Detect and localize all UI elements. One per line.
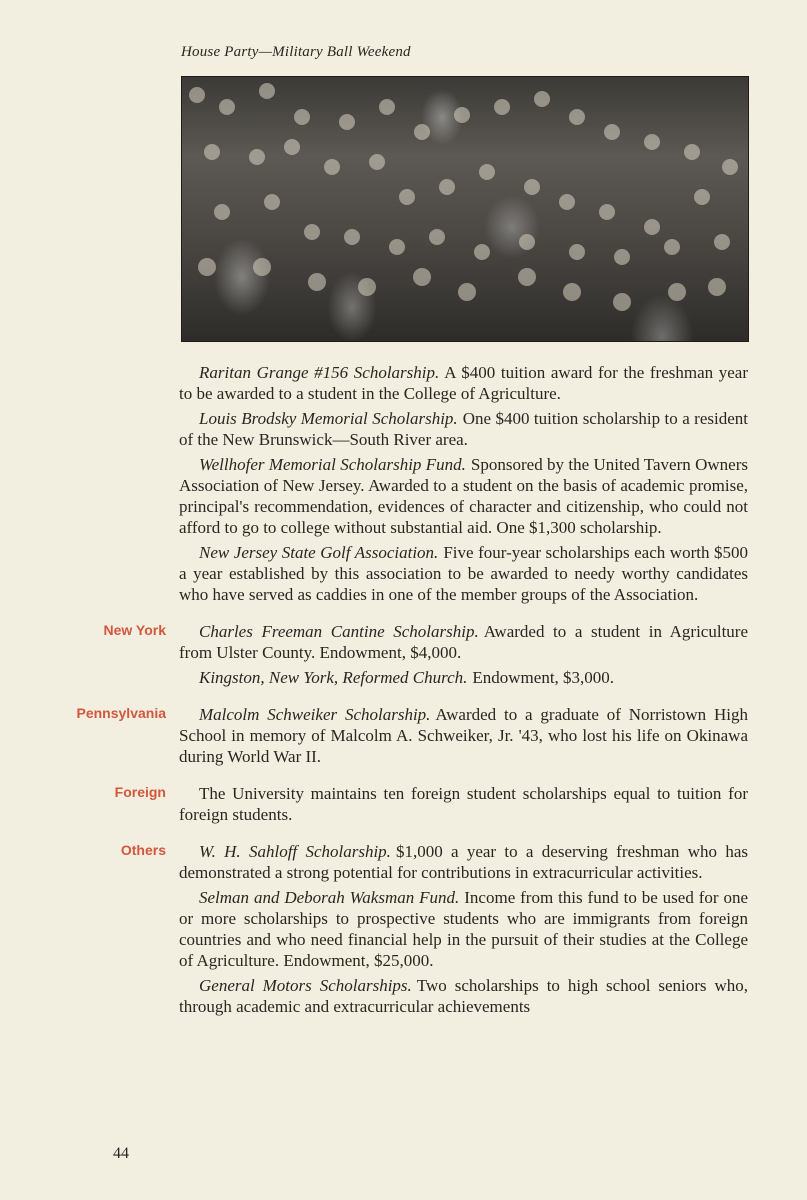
- scholarship-title: General Motors Scholarships.: [199, 976, 412, 995]
- scholarship-text: Awarded to a graduate of Norristown High School in memory of Malcolm A. Schweiker, Jr. '43, who lost his life on Okinawa during World War II.: [179, 705, 749, 766]
- scholarship-text: A $400 tuition award for the freshman year to be awarded to a student in the College of Agriculture.: [179, 363, 749, 403]
- scholarship-text: Five four-year scholarships each worth $500 a year established by this association to be awarded to needy worthy candidates who have served as caddies in one of the member groups of the Association.: [179, 543, 748, 604]
- scholarship-title: New Jersey State Golf Association.: [199, 543, 439, 562]
- scholarship-entry: [179, 542, 748, 605]
- group-photo-icon: [182, 77, 748, 341]
- scholarship-text: Income from this fund to be used for one or more scholarships to prospective students who are immigrants from foreign countries and who need financial help in the pursuit of their studies at the College of Agriculture. Endowment, $25,000.: [179, 888, 749, 970]
- section-1: [103, 621, 748, 688]
- section-label: Foreign: [114, 784, 166, 800]
- scholarship-entry: [179, 704, 748, 767]
- scholarship-text: Awarded to a student in Agriculture from Ulster County. Endowment, $4,000.: [179, 622, 748, 662]
- scholarship-title: Kingston, New York, Reformed Church.: [199, 668, 468, 687]
- scholarship-entry: [179, 887, 748, 971]
- scholarship-text: Two scholarships to high school seniors who, through academic and extracurricular achievements: [179, 976, 748, 1016]
- scholarship-entry: [179, 783, 748, 825]
- group-photo: [181, 76, 749, 342]
- page-caption: House Party—Military Ball Weekend: [181, 44, 411, 60]
- scholarship-entry: [179, 454, 748, 538]
- scholarship-text: One $400 tuition scholarship to a resident of the New Brunswick—South River area.: [179, 409, 748, 449]
- scholarship-entry: [179, 841, 748, 883]
- section-0: [179, 362, 748, 605]
- page-number: 44: [113, 1145, 129, 1162]
- section-label: Pennsylvania: [76, 705, 166, 721]
- section-label: New York: [103, 622, 166, 638]
- scholarship-list: [76, 362, 749, 1021]
- scholarship-entry: [179, 621, 748, 663]
- section-4: [120, 841, 749, 1017]
- scholarship-text: $1,000 a year to a deserving freshman who has demonstrated a strong potential for contributions in extracurricular activities.: [179, 842, 748, 882]
- scholarship-text: The University maintains ten foreign student scholarships equal to tuition for foreign students.: [179, 784, 748, 824]
- scholarship-entry: [179, 408, 748, 450]
- scholarship-title: Malcolm Schweiker Scholarship.: [199, 705, 431, 724]
- section-3: [114, 783, 748, 825]
- scholarship-entry: [179, 362, 748, 404]
- scholarship-text: Endowment, $3,000.: [472, 668, 615, 687]
- scholarship-entry: [179, 975, 748, 1017]
- scholarship-title: Charles Freeman Cantine Scholarship.: [199, 622, 479, 641]
- scholarship-title: Raritan Grange #156 Scholarship.: [199, 363, 440, 382]
- section-label: Others: [120, 842, 166, 858]
- scholarship-title: Louis Brodsky Memorial Scholarship.: [199, 409, 458, 428]
- scholarship-title: Wellhofer Memorial Scholarship Fund.: [199, 455, 466, 474]
- scholarship-title: Selman and Deborah Waksman Fund.: [199, 888, 460, 907]
- section-2: [76, 704, 749, 767]
- scholarship-text: Sponsored by the United Tavern Owners Association of New Jersey. Awarded to a student on the basis of academic promise, principal's recommendation, evidences of character and citizenship, who could not afford to go to college without substantial aid. One $1,300 scholarship.: [179, 455, 748, 537]
- scholarship-entry: [179, 667, 748, 688]
- scholarship-title: W. H. Sahloff Scholarship.: [199, 842, 391, 861]
